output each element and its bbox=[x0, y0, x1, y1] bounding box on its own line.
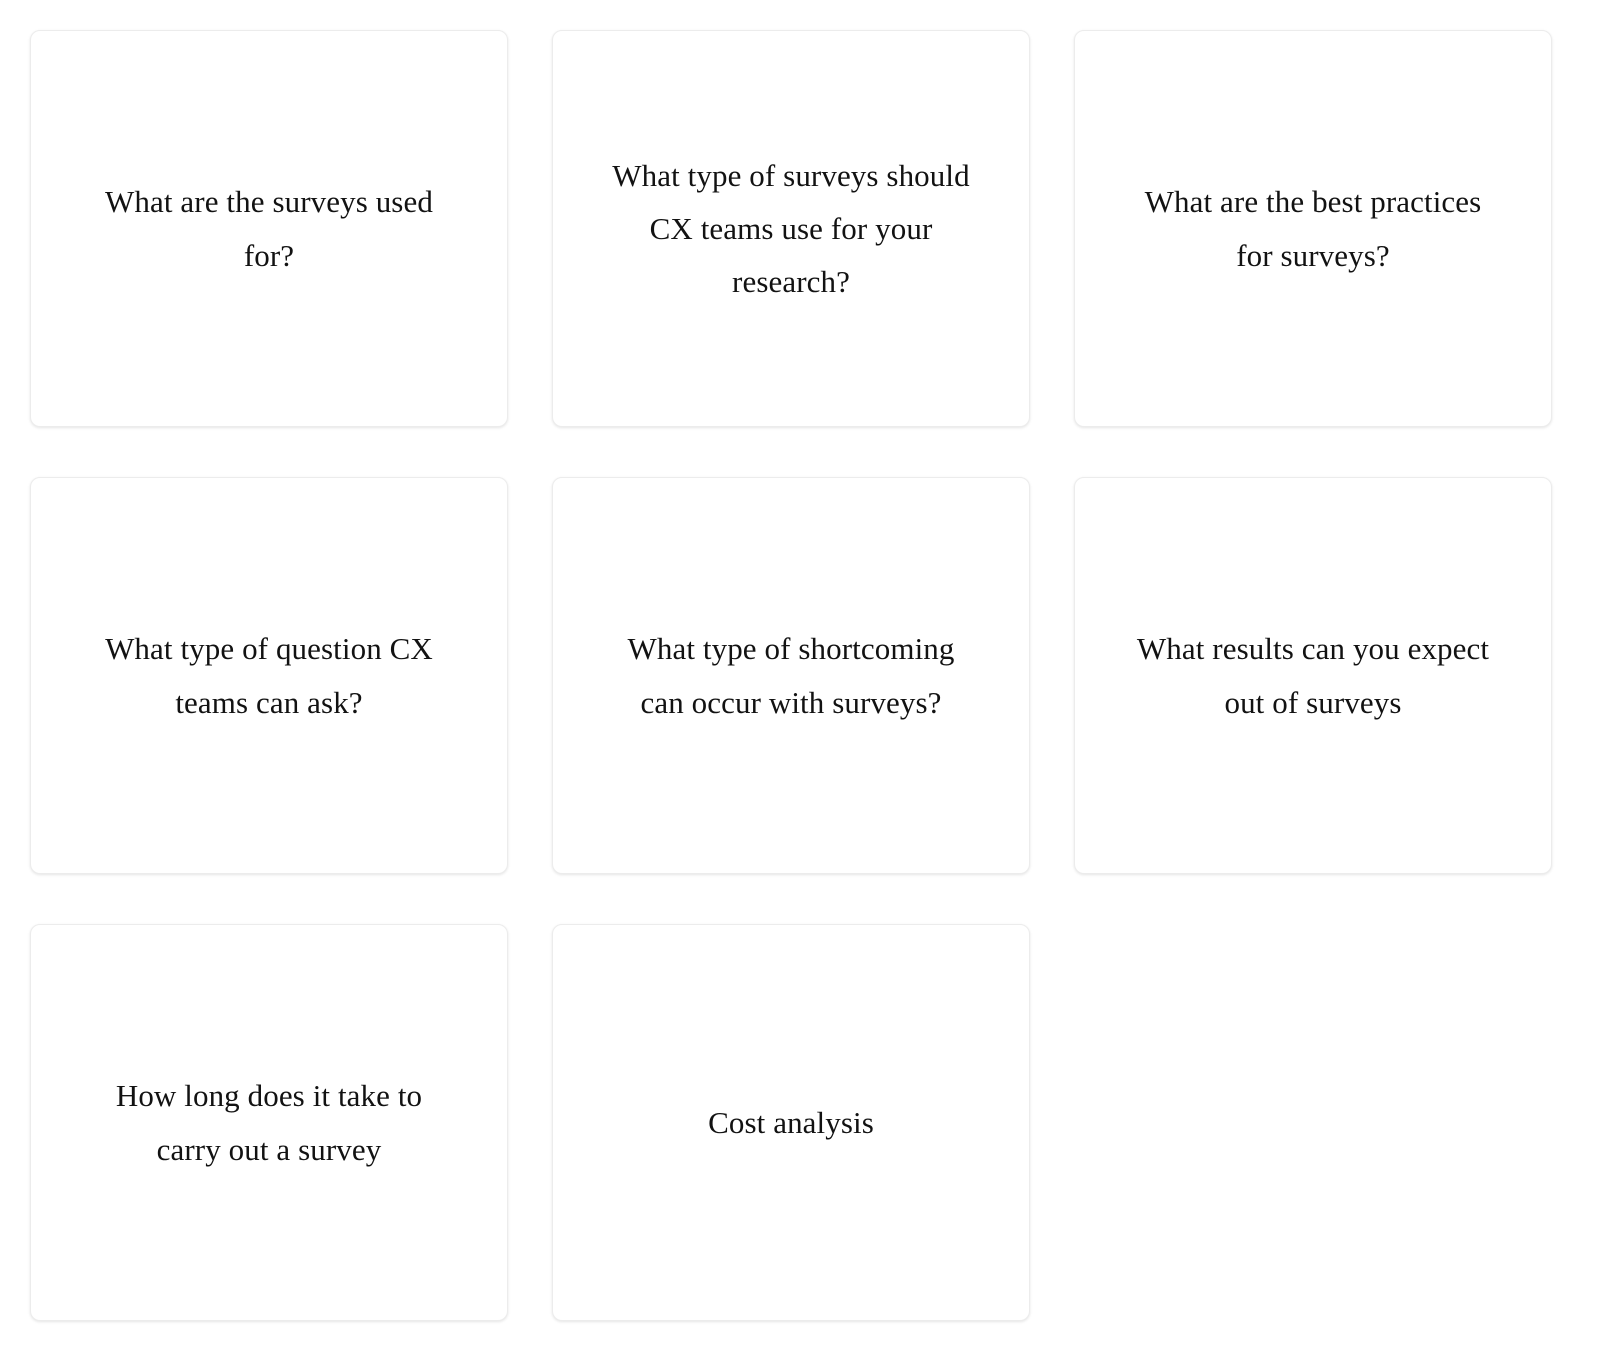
card-label: What type of shortcoming can occur with surveys? bbox=[627, 631, 955, 720]
card-expected-results[interactable] bbox=[1074, 477, 1552, 874]
card-label: What are the surveys used for? bbox=[105, 184, 433, 273]
card-question-types[interactable] bbox=[30, 477, 508, 874]
card-label: What type of surveys should CX teams use for your research? bbox=[612, 157, 970, 300]
card-survey-duration[interactable] bbox=[30, 924, 508, 1321]
card-empty-slot bbox=[1074, 924, 1552, 1321]
card-best-practices[interactable] bbox=[1074, 30, 1552, 427]
card-survey-types-for-research[interactable] bbox=[552, 30, 1030, 427]
card-cost-analysis[interactable] bbox=[552, 924, 1030, 1321]
card-label: What results can you expect out of surveys bbox=[1136, 631, 1490, 720]
card-label: Cost analysis bbox=[708, 1104, 874, 1140]
card-label: What type of question CX teams can ask? bbox=[105, 631, 433, 720]
card-shortcomings[interactable] bbox=[552, 477, 1030, 874]
card-label: What are the best practices for surveys? bbox=[1144, 184, 1482, 273]
card-label: How long does it take to carry out a survey bbox=[115, 1078, 423, 1167]
card-surveys-used-for[interactable] bbox=[30, 30, 508, 427]
